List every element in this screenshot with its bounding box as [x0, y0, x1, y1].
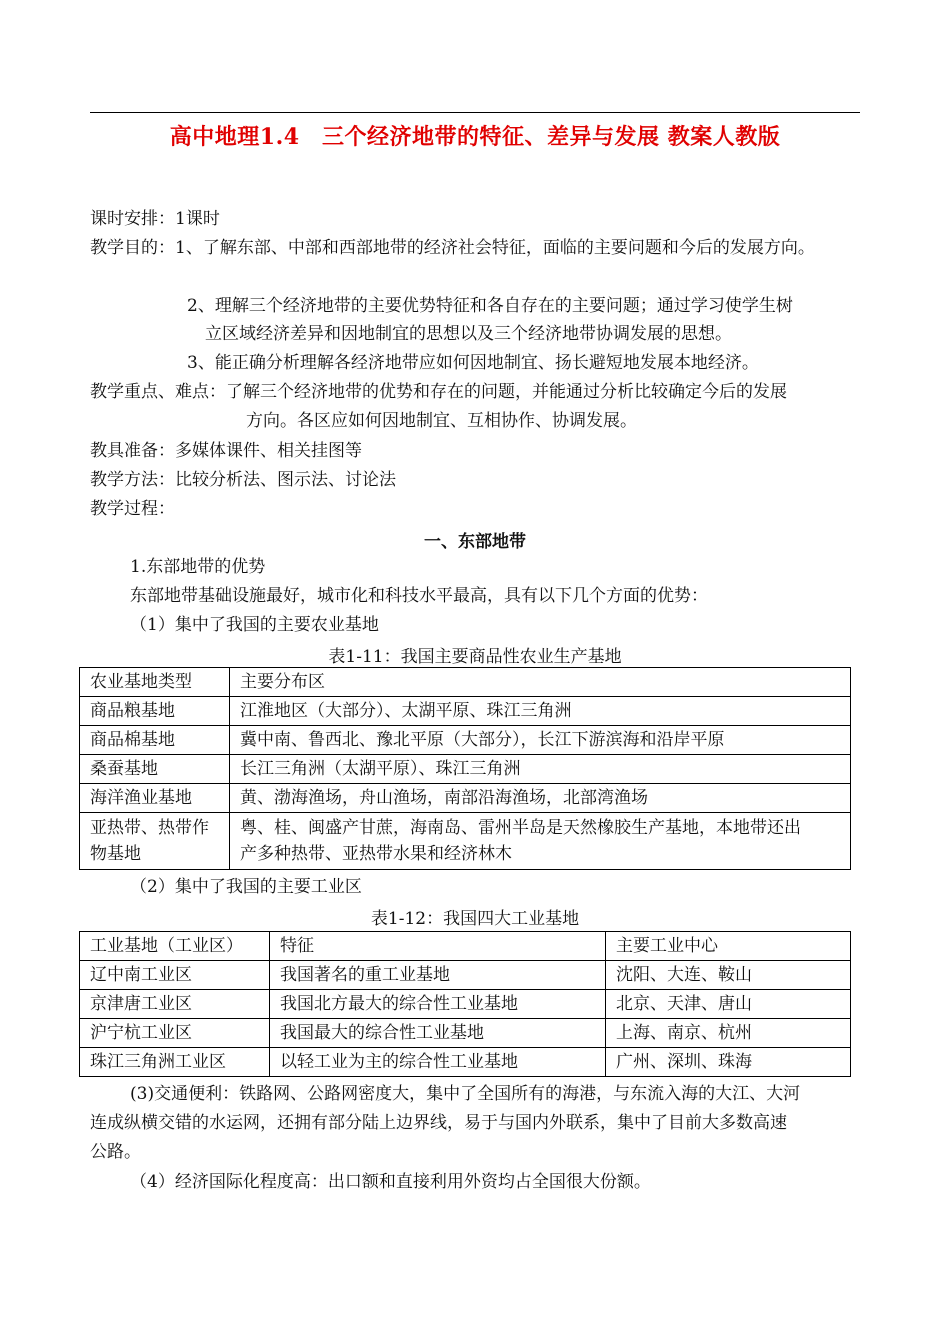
table-cell [80, 813, 230, 870]
table-row [80, 784, 851, 813]
table-header-row [80, 668, 851, 697]
subheading-east-advantages: 1.东部地带的优势 [130, 557, 266, 577]
table-cell: 长江三角洲（太湖平原）、珠江三角洲 [230, 755, 851, 784]
process-line: 教学过程： [90, 499, 175, 519]
table-cell: 珠江三角洲工业区 [80, 1048, 270, 1077]
tools-line: 教具准备：多媒体课件、相关挂图等 [90, 441, 362, 461]
table-cell [230, 813, 851, 870]
point-industry: （2）集中了我国的主要工业区 [130, 877, 362, 897]
point-agriculture: （1）集中了我国的主要农业基地 [130, 615, 379, 635]
point-international: （4）经济国际化程度高：出口额和直接利用外资均占全国很大份额。 [130, 1172, 651, 1192]
cell-line: 物基地 [90, 844, 141, 864]
goal-line-2b: 立区域经济差异和因地制宜的思想以及三个经济地带协调发展的思想。 [205, 324, 732, 344]
table-cell: 江淮地区（大部分）、太湖平原、珠江三角洲 [230, 697, 851, 726]
table-header-row [80, 932, 851, 961]
cell-line: 产多种热带、亚热带水果和经济林木 [240, 844, 512, 864]
method-line: 教学方法：比较分析法、图示法、讨论法 [90, 470, 396, 490]
table-cell: 我国最大的综合性工业基地 [270, 1019, 606, 1048]
table-header-cell: 主要工业中心 [606, 932, 851, 961]
agriculture-table [79, 667, 851, 870]
table-cell: 上海、南京、杭州 [606, 1019, 851, 1048]
point-transport-line-a: (3)交通便利：铁路网、公路网密度大，集中了全国所有的海港，与东流入海的大江、大河 [130, 1084, 801, 1104]
table2-caption: 表1-12：我国四大工业基地 [370, 909, 580, 929]
table-cell: 我国北方最大的综合性工业基地 [270, 990, 606, 1019]
page-title: 高中地理1.4 三个经济地带的特征、差异与发展 教案人教版 [169, 124, 781, 150]
table-cell: 辽中南工业区 [80, 961, 270, 990]
table-row [80, 755, 851, 784]
table-cell: 冀中南、鲁西北、豫北平原（大部分），长江下游滨海和沿岸平原 [230, 726, 851, 755]
section-heading-east: 一、东部地带 [424, 532, 526, 552]
table-cell: 商品粮基地 [80, 697, 230, 726]
key-points-line-a: 教学重点、难点：了解三个经济地带的优势和存在的问题，并能通过分析比较确定今后的发展 [90, 382, 787, 402]
table-header-cell: 主要分布区 [230, 668, 851, 697]
goal-line-2a: 2、理解三个经济地带的主要优势特征和各自存在的主要问题；通过学习使学生树 [187, 296, 793, 316]
header-rule [90, 112, 860, 113]
table-row [80, 990, 851, 1019]
point-transport-line-b: 连成纵横交错的水运网，还拥有部分陆上边界线，易于与国内外联系，集中了目前大多数高速 [90, 1113, 787, 1133]
table-cell: 黄、渤海渔场，舟山渔场，南部沿海渔场，北部湾渔场 [230, 784, 851, 813]
table-row [80, 1019, 851, 1048]
key-points-line-b: 方向。各区应如何因地制宜、互相协作、协调发展。 [246, 411, 637, 431]
table-header-cell: 工业基地（工业区） [80, 932, 270, 961]
table-cell: 沈阳、大连、鞍山 [606, 961, 851, 990]
table-cell: 桑蚕基地 [80, 755, 230, 784]
table-row [80, 697, 851, 726]
schedule-line: 课时安排：1课时 [90, 209, 220, 229]
industry-table [79, 931, 851, 1077]
table-cell: 我国著名的重工业基地 [270, 961, 606, 990]
table-header-cell: 特征 [270, 932, 606, 961]
goal-line-3: 3、能正确分析理解各经济地带应如何因地制宜、扬长避短地发展本地经济。 [187, 353, 759, 373]
table-row [80, 726, 851, 755]
table-row [80, 1048, 851, 1077]
table-cell: 京津唐工业区 [80, 990, 270, 1019]
table-header-cell: 农业基地类型 [80, 668, 230, 697]
cell-line: 粤、桂、闽盛产甘蔗，海南岛、雷州半岛是天然橡胶生产基地，本地带还出 [240, 818, 801, 838]
point-transport-line-c: 公路。 [90, 1142, 141, 1162]
table-cell: 以轻工业为主的综合性工业基地 [270, 1048, 606, 1077]
table-cell: 海洋渔业基地 [80, 784, 230, 813]
table-cell: 商品棉基地 [80, 726, 230, 755]
table-row [80, 961, 851, 990]
table1-caption: 表1-11：我国主要商品性农业生产基地 [328, 647, 622, 667]
table-cell: 北京、天津、唐山 [606, 990, 851, 1019]
table-cell: 沪宁杭工业区 [80, 1019, 270, 1048]
east-intro: 东部地带基础设施最好，城市化和科技水平最高，具有以下几个方面的优势： [130, 586, 708, 606]
cell-line: 亚热带、热带作 [90, 818, 209, 838]
goal-line-1: 教学目的：1、了解东部、中部和西部地带的经济社会特征，面临的主要问题和今后的发展方向。 [90, 238, 815, 258]
table-row [80, 813, 851, 870]
table-cell: 广州、深圳、珠海 [606, 1048, 851, 1077]
